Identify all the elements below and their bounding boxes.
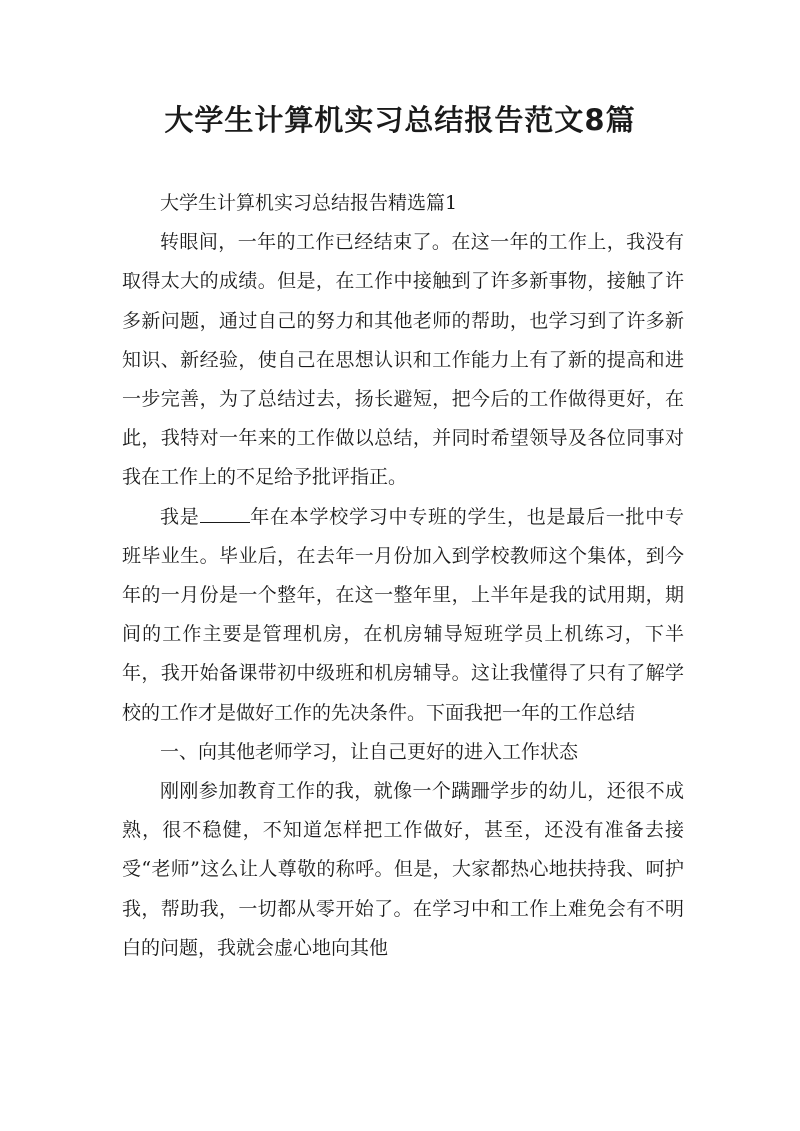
body-paragraph-1: 转眼间，一年的工作已经结束了。在这一年的工作上，我没有取得太大的成绩。但是，在工作中接触到了许多新事物，接触了许多新问题，通过自己的努力和其他老师的帮助，也学习到了许多新知识、新经验，使自己在思想认识和工作能力上有了新的提高和进一步完善，为了总结过去，扬长避短，把今后的工作做得更好，在此，我特对一年来的工作做以总结，并同时希望领导及各位同事对我在工作上的不足给予批评指正。 [122,231,684,489]
paragraph-2-rest: 年在本学校学习中专班的学生，也是最后一批中专班毕业生。毕业后，在去年一月份加入到学校教师这个集体，到今年的一月份是一个整年，在这一整年里，上半年是我的试用期，期间的工作主要是管理机房，在机房辅导短班学员上机练习，下半年，我开始备课带初中级班和机房辅导。这让我懂得了只有了解学校的工作才是做好工作的先决条件。下面我把一年的工作总结 [122,505,684,724]
subheading-1: 一、向其他老师学习，让自己更好的进入工作状态 [160,740,579,763]
document-body [122,184,684,968]
document-title: 大学生计算机实习总结报告范文8篇 [164,103,636,137]
fill-in-blank [200,502,250,523]
section-heading: 大学生计算机实习总结报告精选篇1 [160,192,458,214]
paragraph-2-lead: 我是 [160,505,200,528]
body-paragraph-2 [122,498,684,733]
body-paragraph-3: 刚刚参加教育工作的我，就像一个蹒跚学步的幼儿，还很不成熟，很不稳健，不知道怎样把工作做好，甚至，还没有准备去接受“老师”这么让人尊敬的称呼。但是，大家都热心地扶持我、呵护我，帮助我，一切都从零开始了。在学习中和工作上难免会有不明白的问题，我就会虚心地向其他 [122,780,684,959]
